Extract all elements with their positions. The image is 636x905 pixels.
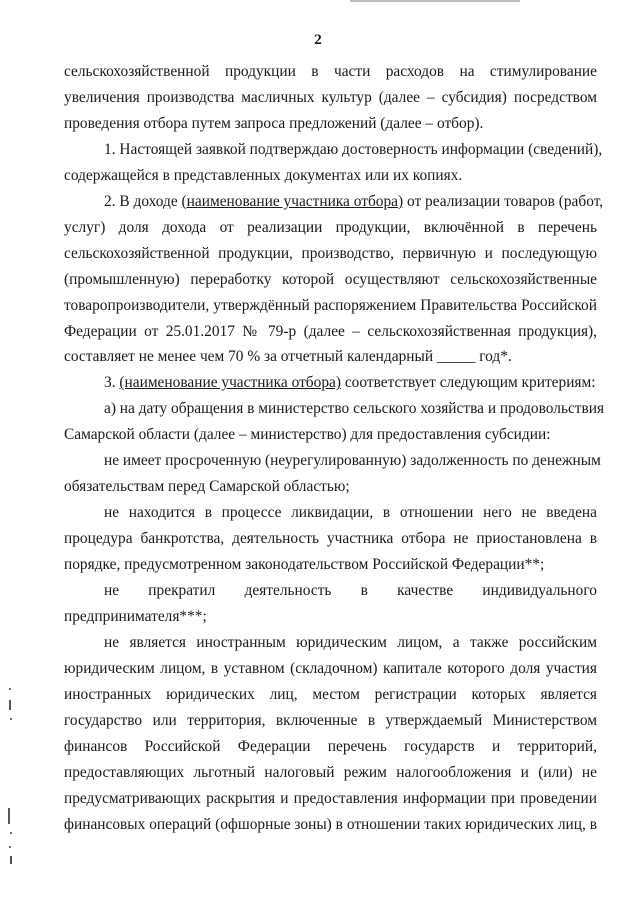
- text-line: [104, 189, 604, 215]
- text-line: порядке, предусмотренном законодательством Российской Федерации**;: [64, 556, 545, 574]
- text-line: финансов Российской Федерации перечень государств и территорий,: [64, 737, 597, 755]
- text-line: финансовых операций (офшорные зоны) в отношении таких юридических лиц, в: [64, 815, 597, 833]
- text-line: Федерации от 25.01.2017 № 79-р (далее – сельскохозяйственная продукция),: [64, 322, 597, 340]
- text-line: проведения отбора путем запроса предложений (далее – отбор).: [64, 114, 484, 132]
- scan-artifact: [9, 846, 11, 848]
- text-line: иностранных юридических лиц, местом регистрации которых является: [64, 685, 597, 703]
- text-segment: 3.: [104, 374, 120, 392]
- text-line: не имеет просроченную (неурегулированную) задолженность по денежным: [104, 452, 601, 470]
- text-line: Самарской области (далее – министерство) для предоставления субсидии:: [64, 426, 551, 444]
- scan-edge-line: [350, 0, 520, 2]
- text-line: 1. Настоящей заявкой подтверждаю достоверность информации (сведений),: [104, 140, 603, 158]
- scan-artifact: [9, 700, 11, 710]
- text-line: предусматривающих раскрытия и предоставления информации при проведении: [64, 789, 597, 807]
- text-segment: соответствует следующим критериям:: [340, 374, 596, 392]
- scan-artifact: [10, 856, 12, 864]
- text-line: юридическим лицом, в уставном (складочном) капитале которого доля участия: [64, 659, 597, 677]
- text-line: предпринимателя***;: [64, 607, 207, 625]
- scan-artifact: [10, 832, 12, 834]
- text-segment: 2. В доходе: [104, 192, 182, 210]
- text-line: обязательствам перед Самарской областью;: [64, 478, 350, 496]
- text-line: предоставляющих льготный налоговый режим налогообложения и (или) не: [64, 763, 597, 781]
- page-number: 2: [314, 32, 322, 48]
- participant-name-placeholder: (наименование участника отбора): [181, 192, 404, 210]
- text-line: услуг) доля дохода от реализации продукции, включённой в перечень: [64, 218, 597, 236]
- text-line: а) на дату обращения в министерство сельского хозяйства и продовольствия: [104, 400, 605, 418]
- scan-artifact: [9, 688, 11, 690]
- text-line: государство или территория, включенные в утверждаемый Министерством: [64, 711, 597, 729]
- text-line: сельскохозяйственной продукции в части расходов на стимулирование: [64, 63, 597, 80]
- text-line: не находится в процессе ликвидации, в отношении него не введена: [104, 504, 597, 522]
- text-line: содержащейся в представленных документах или их копиях.: [64, 166, 463, 184]
- text-line: увеличения производства масличных культур (далее – субсидия) посредством: [64, 88, 597, 106]
- text-line: [104, 370, 597, 396]
- text-line: сельскохозяйственной продукции, производство, первичную и последующую: [64, 244, 597, 262]
- text-line: товаропроизводители, утверждённый распоряжением Правительства Российской: [64, 296, 597, 314]
- scan-artifact: [8, 808, 10, 824]
- text-line: не прекратил деятельность в качестве индивидуального: [104, 582, 597, 599]
- text-line: (промышленную) переработку которой осуществляют сельскохозяйственные: [64, 270, 597, 288]
- text-line: не является иностранным юридическим лицом, а также российским: [104, 633, 597, 651]
- text-line: процедура банкротства, деятельность участника отбора не приостановлена в: [64, 530, 597, 548]
- scan-artifact: [10, 718, 12, 720]
- participant-name-placeholder: (наименование участника отбора): [119, 374, 341, 392]
- text-line: составляет не менее чем 70 % за отчетный календарный _____ год*.: [64, 348, 512, 366]
- text-segment: от реализации товаров (работ,: [403, 192, 604, 210]
